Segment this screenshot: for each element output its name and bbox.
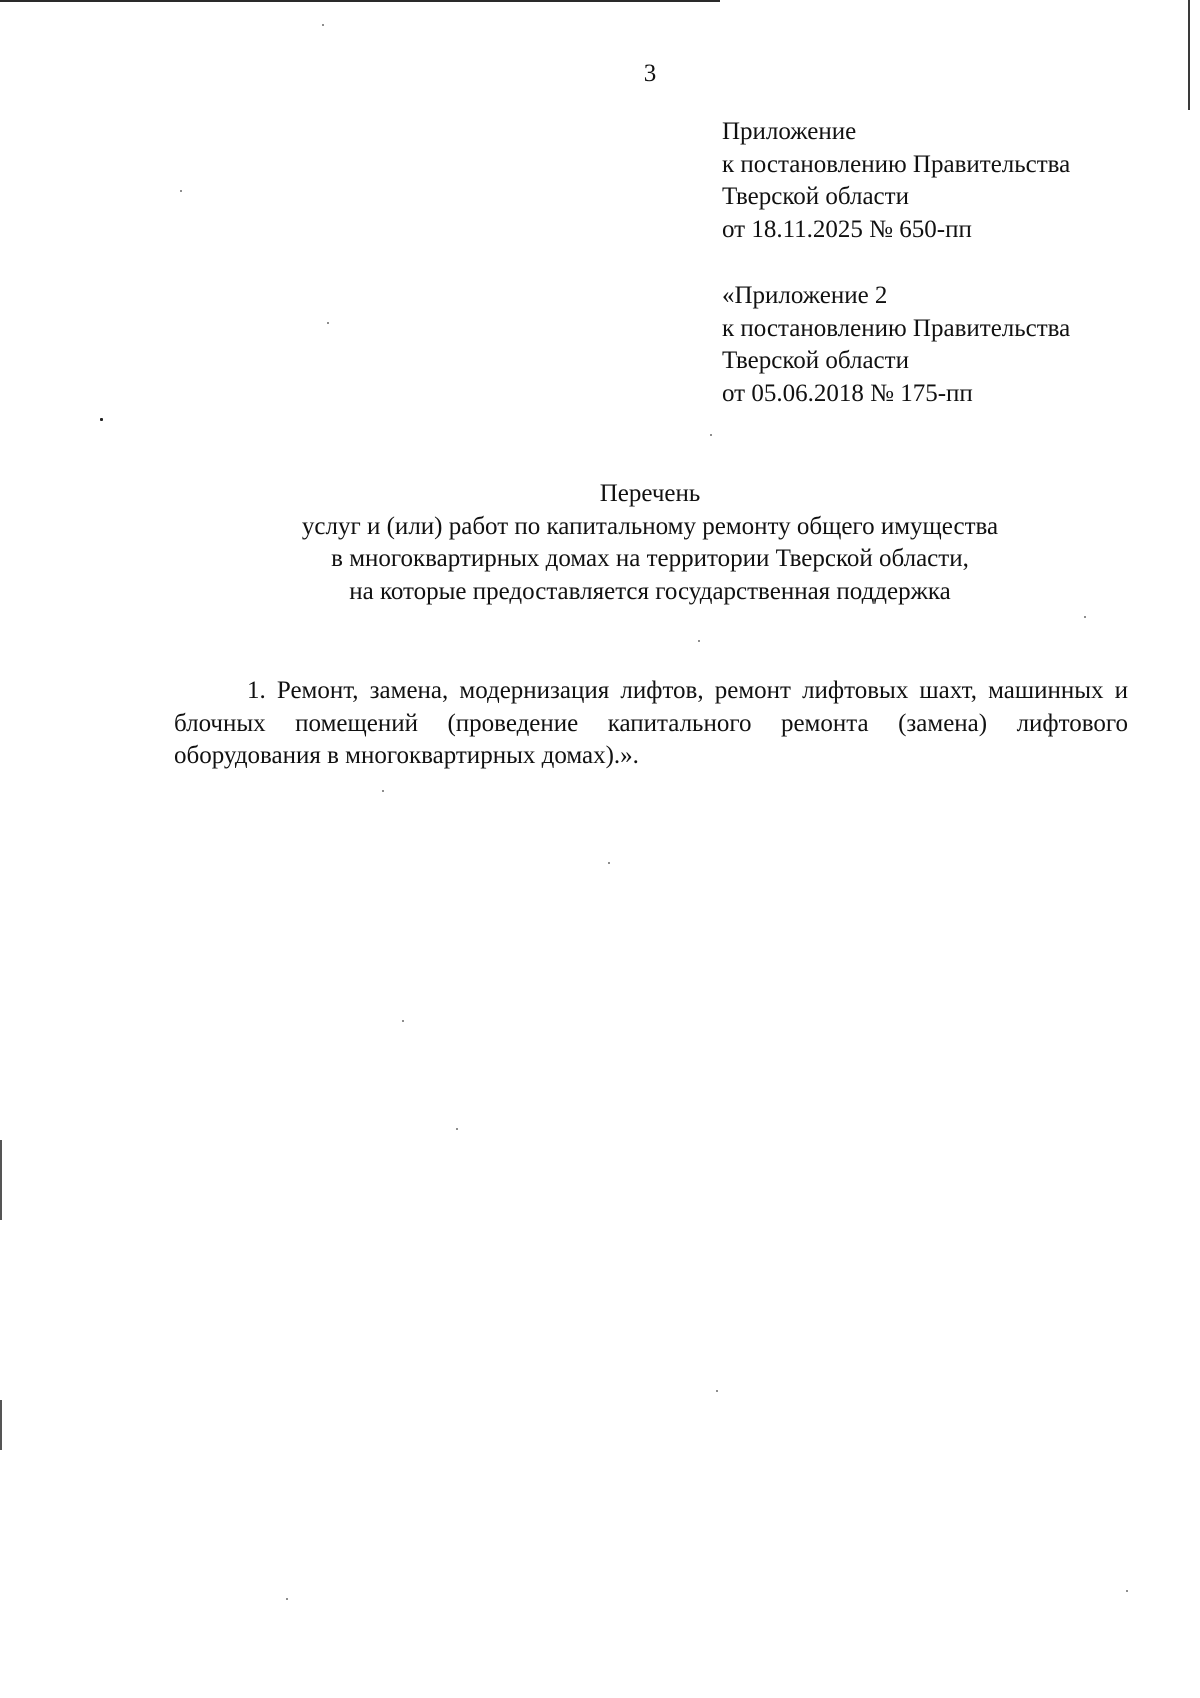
scan-speck — [402, 1020, 404, 1022]
scan-speck — [327, 322, 329, 324]
scan-speck — [456, 1128, 458, 1130]
annex-amended-line: от 05.06.2018 № 175-пп — [722, 379, 973, 407]
scan-speck — [698, 640, 700, 642]
scan-speck — [608, 862, 610, 864]
scan-edge-right — [1188, 0, 1190, 110]
scan-edge-left — [0, 1140, 2, 1220]
scan-speck — [322, 24, 324, 26]
scan-speck — [180, 190, 182, 192]
annex-current-block — [722, 116, 1162, 246]
title-line: в многоквартирных домах на территории Тверской области, — [331, 545, 969, 572]
scan-speck — [286, 1598, 288, 1600]
scan-speck — [710, 434, 712, 436]
scan-edge-top — [0, 0, 720, 2]
annex-current-line: Приложение — [722, 118, 857, 145]
annex-amended-line: «Приложение 2 — [722, 282, 888, 309]
annex-amended-line: Тверской области — [722, 347, 909, 374]
scan-speck — [1126, 1590, 1128, 1592]
list-item-1: 1. Ремонт, замена, модернизация лифтов, ремонт лифтовых шахт, машинных и блочных помещений (проведение капитального ремонта (замена) лифтового оборудования в многоквартирных домах).». — [174, 677, 1128, 769]
document-body — [174, 675, 1128, 773]
scan-edge-left — [0, 1400, 2, 1450]
annex-current-line: от 18.11.2025 № 650-пп — [722, 215, 972, 243]
title-heading: Перечень — [599, 480, 701, 507]
scan-speck — [716, 1390, 718, 1392]
title-line: на которые предоставляется государственная поддержка — [349, 577, 951, 605]
document-title — [150, 478, 1150, 608]
annex-current-line: к постановлению Правительства — [722, 150, 1071, 178]
scan-speck — [382, 790, 384, 792]
page-number: 3 — [643, 60, 657, 87]
scan-speck — [100, 418, 103, 421]
annex-amended-block — [722, 280, 1162, 410]
annex-current-line: Тверской области — [722, 183, 909, 210]
scan-speck — [1084, 616, 1086, 618]
annex-amended-line: к постановлению Правительства — [722, 314, 1071, 342]
title-line: услуг и (или) работ по капитальному ремонту общего имущества — [301, 512, 999, 540]
